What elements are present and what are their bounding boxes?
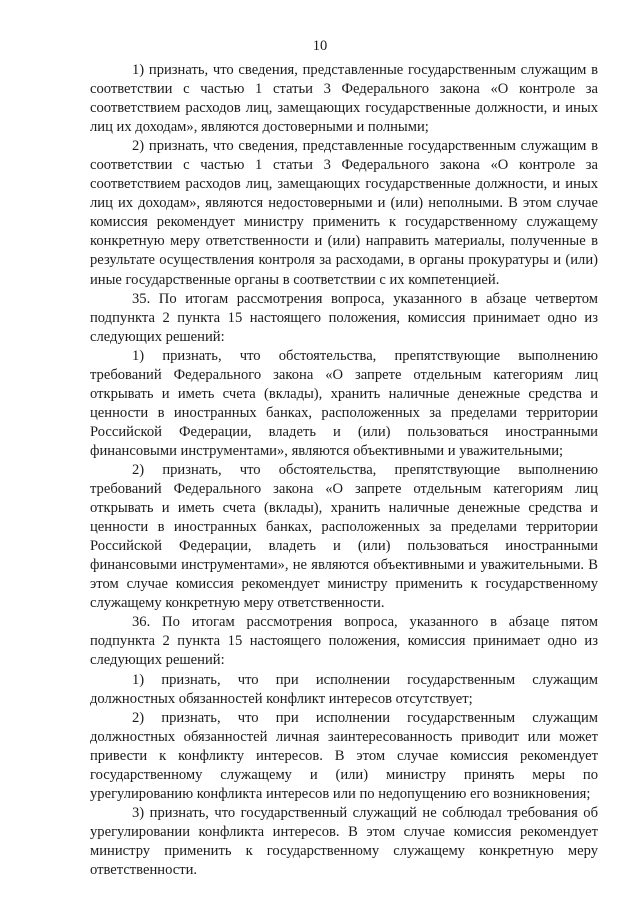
paragraph-36-intro: 36. По итогам рассмотрения вопроса, указанного в абзаце пятом подпункта 2 пункта 15 настоящего положения, комиссия принимает одно из следующих решений: — [90, 614, 598, 669]
paragraph-34-decision-1: 1) признать, что сведения, представленные государственным служащим в соответствии с частью 1 статьи 3 Федерального закона «О контроле за соответствием расходов лиц, замещающих государственные должности, и иных лиц их доходам», являются достоверными и полными; — [90, 62, 598, 136]
paragraph-36-decision-2: 2) признать, что при исполнении государственным служащим должностных обязанностей личная заинтересованность приводит или может привести к конфликту интересов. В этом случае комиссия рекомендует государственному служащему и (или) министру принять меры по урегулированию конфликта интересов или по недопущению его возникновения; — [90, 709, 598, 802]
paragraph-34-decision-2: 2) признать, что сведения, представленные государственным служащим в соответствии с частью 1 статьи 3 Федерального закона «О контроле за соответствием расходов лиц, замещающих государственные должности, и иных лиц их доходам», являются недостоверными и (или) неполными. В этом случае комиссия рекомендует министру применить к государственному служащему конкретную меру ответственности и (или) направить материалы, полученные в результате осуществления контроля за расходами, в органы прокуратуры и (или) иные государственные органы в соответствии с их компетенцией. — [90, 138, 598, 288]
page-number: 10 — [312, 38, 328, 54]
paragraph-35-intro: 35. По итогам рассмотрения вопроса, указанного в абзаце четвертом подпункта 2 пункта 15 настоящего положения, комиссия принимает одно из следующих решений: — [90, 290, 598, 345]
paragraph-35-decision-2: 2) признать, что обстоятельства, препятствующие выполнению требований Федерального закона «О запрете отдельным категориям лиц открывать и иметь счета (вклады), хранить наличные денежные средства и ценности в иностранных банках, расположенных за пределами территории Российской Федерации, владеть и (или) пользоваться иностранными финансовыми инструментами», не являются объективными и уважительными. В этом случае комиссия рекомендует министру применить к государственному служащему конкретную меру ответственности. — [90, 461, 598, 612]
paragraph-36-decision-1: 1) признать, что при исполнении государственным служащим должностных обязанностей конфликт интересов отсутствует; — [90, 671, 598, 707]
document-body — [90, 61, 598, 880]
paragraph-35-decision-1: 1) признать, что обстоятельства, препятствующие выполнению требований Федерального закона «О запрете отдельным категориям лиц открывать и иметь счета (вклады), хранить наличные денежные средства и ценности в иностранных банках, расположенных за пределами территории Российской Федерации, владеть и (или) пользоваться иностранными финансовыми инструментами», являются объективными и уважительными; — [90, 347, 598, 459]
paragraph-36-decision-3: 3) признать, что государственный служащий не соблюдал требования об урегулировании конфликта интересов. В этом случае комиссия рекомендует министру применить к государственному служащему конкретную меру ответственности. — [90, 804, 598, 878]
